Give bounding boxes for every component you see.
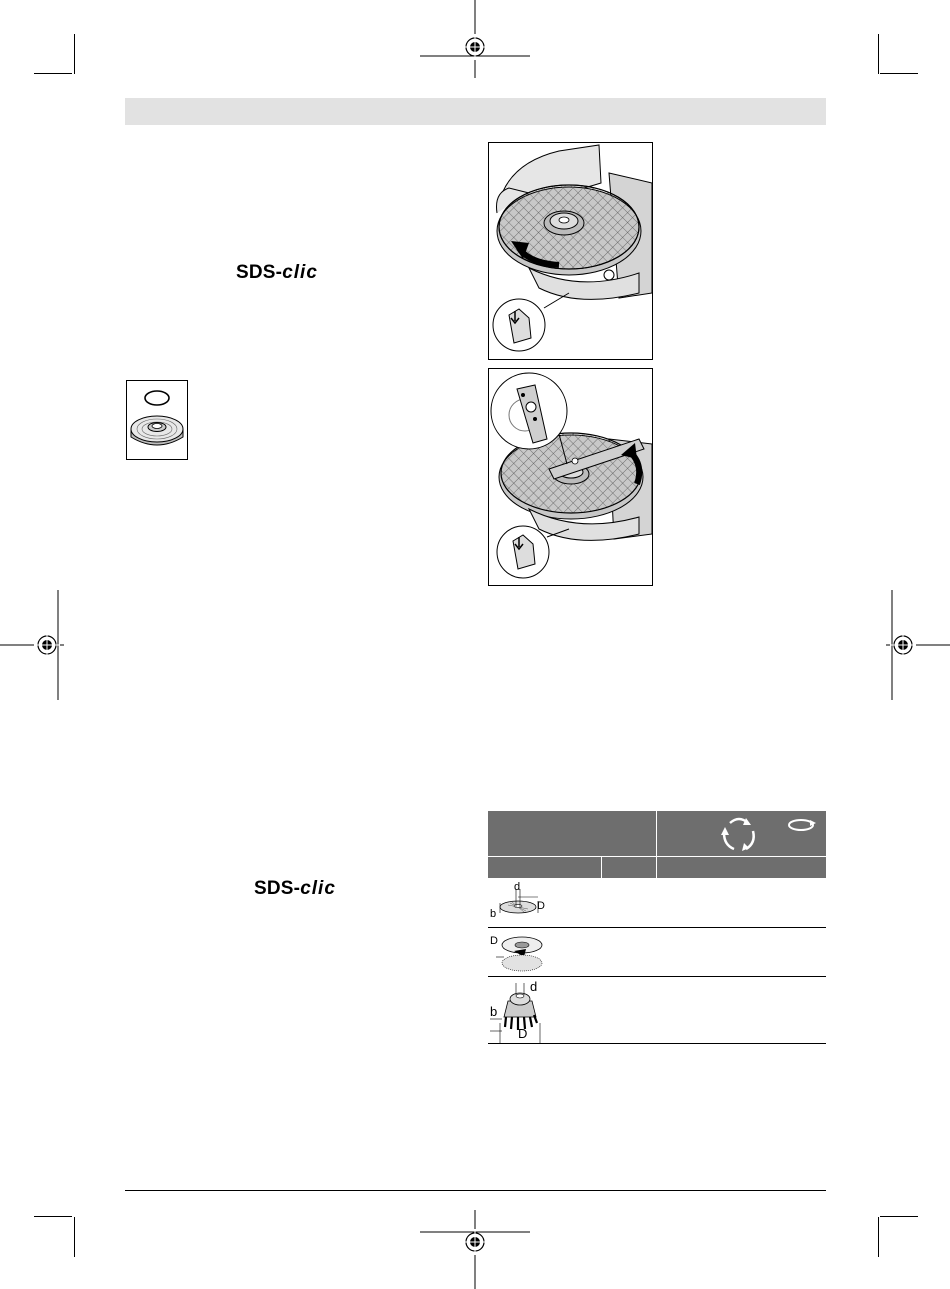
header-bar <box>125 98 826 125</box>
sanding-disc-dimension-icon <box>496 931 551 977</box>
grinder-disc-removal-figure <box>488 142 653 360</box>
grinder-spanner-figure <box>488 368 653 586</box>
sds-logo-suffix: clic <box>300 878 336 899</box>
sds-logo-prefix: SDS- <box>254 878 301 899</box>
rotation-direction-icon <box>786 817 818 833</box>
dim-label: D <box>537 900 545 912</box>
flange-figure <box>126 380 188 460</box>
crop-mark <box>880 73 918 74</box>
flange-o-ring-icon <box>127 381 187 459</box>
table-row-divider <box>488 976 826 977</box>
registration-mark-left <box>0 590 70 700</box>
crop-mark <box>878 34 879 74</box>
dim-label: D <box>490 935 498 947</box>
crop-mark <box>878 1217 879 1257</box>
dim-label: b <box>490 908 497 920</box>
crop-mark <box>34 73 72 74</box>
dim-label: D <box>518 1026 528 1041</box>
grinder-icon <box>489 143 652 359</box>
accessory-table <box>488 811 826 1045</box>
dim-label: d <box>530 979 538 994</box>
registration-mark-bottom <box>420 1210 530 1289</box>
table-header <box>488 811 826 856</box>
crop-mark <box>74 1217 75 1257</box>
registration-mark-top <box>420 0 530 80</box>
registration-mark-right <box>880 590 950 700</box>
sds-logo-prefix: SDS- <box>236 262 283 283</box>
sds-clic-logo <box>236 262 318 284</box>
grinder-spanner-icon <box>489 369 652 585</box>
dim-label: b <box>490 1004 498 1019</box>
recycle-arrows-icon <box>718 813 760 855</box>
sds-logo-suffix: clic <box>282 262 318 283</box>
table-row-divider <box>488 1043 826 1044</box>
table-subheader <box>488 857 826 878</box>
crop-mark <box>74 34 75 74</box>
dim-label: d <box>514 881 521 893</box>
table-row-divider <box>488 927 826 928</box>
footer-rule <box>125 1190 826 1191</box>
crop-mark <box>880 1216 918 1217</box>
crop-mark <box>34 1216 72 1217</box>
sds-clic-logo-bottom <box>254 878 336 900</box>
